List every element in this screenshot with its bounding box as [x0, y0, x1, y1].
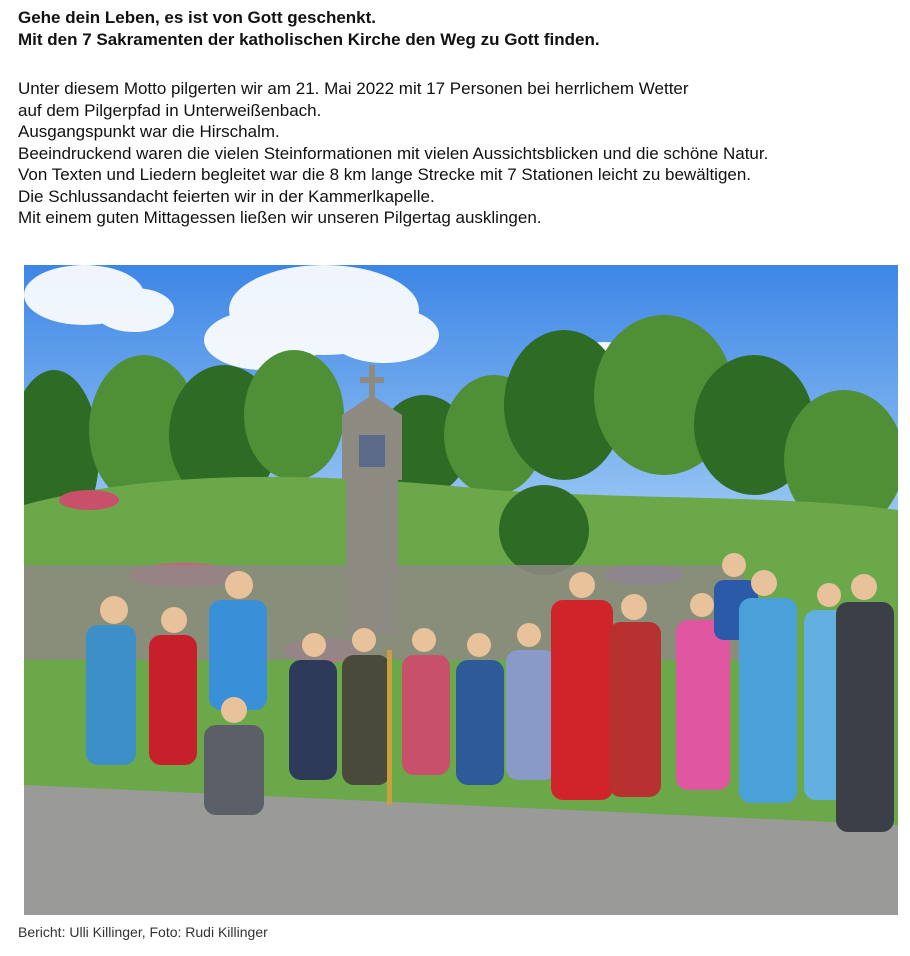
article-heading [18, 7, 898, 51]
body-line: Ausgangspunkt war die Hirschalm. [18, 122, 280, 141]
walking-staff [387, 650, 392, 805]
heading-line-1: Gehe dein Leben, es ist von Gott geschenkt. [18, 8, 377, 27]
body-line: Die Schlussandacht feierten wir in der Kammerlkapelle. [18, 186, 435, 206]
body-line: auf dem Pilgerpfad in Unterweißenbach. [18, 100, 322, 120]
bush [499, 485, 589, 575]
photo-credit: Bericht: Ulli Killinger, Foto: Rudi Killinger [18, 924, 268, 940]
body-line: Mit einem guten Mittagessen ließen wir unseren Pilgertag ausklingen. [18, 208, 542, 227]
article-body [18, 78, 903, 229]
group-photo [24, 265, 898, 915]
body-line: Unter diesem Motto pilgerten wir am 21. Mai 2022 mit 17 Personen bei herrlichem Wetter [18, 79, 689, 98]
heading-line-2: Mit den 7 Sakramenten der katholischen Kirche den Weg zu Gott finden. [18, 30, 600, 49]
body-line: Beeindruckend waren die vielen Steinformationen mit vielen Aussichtsblicken und die schöne Natur. [18, 143, 769, 163]
body-line: Von Texten und Liedern begleitet war die 8 km lange Strecke mit 7 Stationen leicht zu bewältigen. [18, 165, 752, 184]
